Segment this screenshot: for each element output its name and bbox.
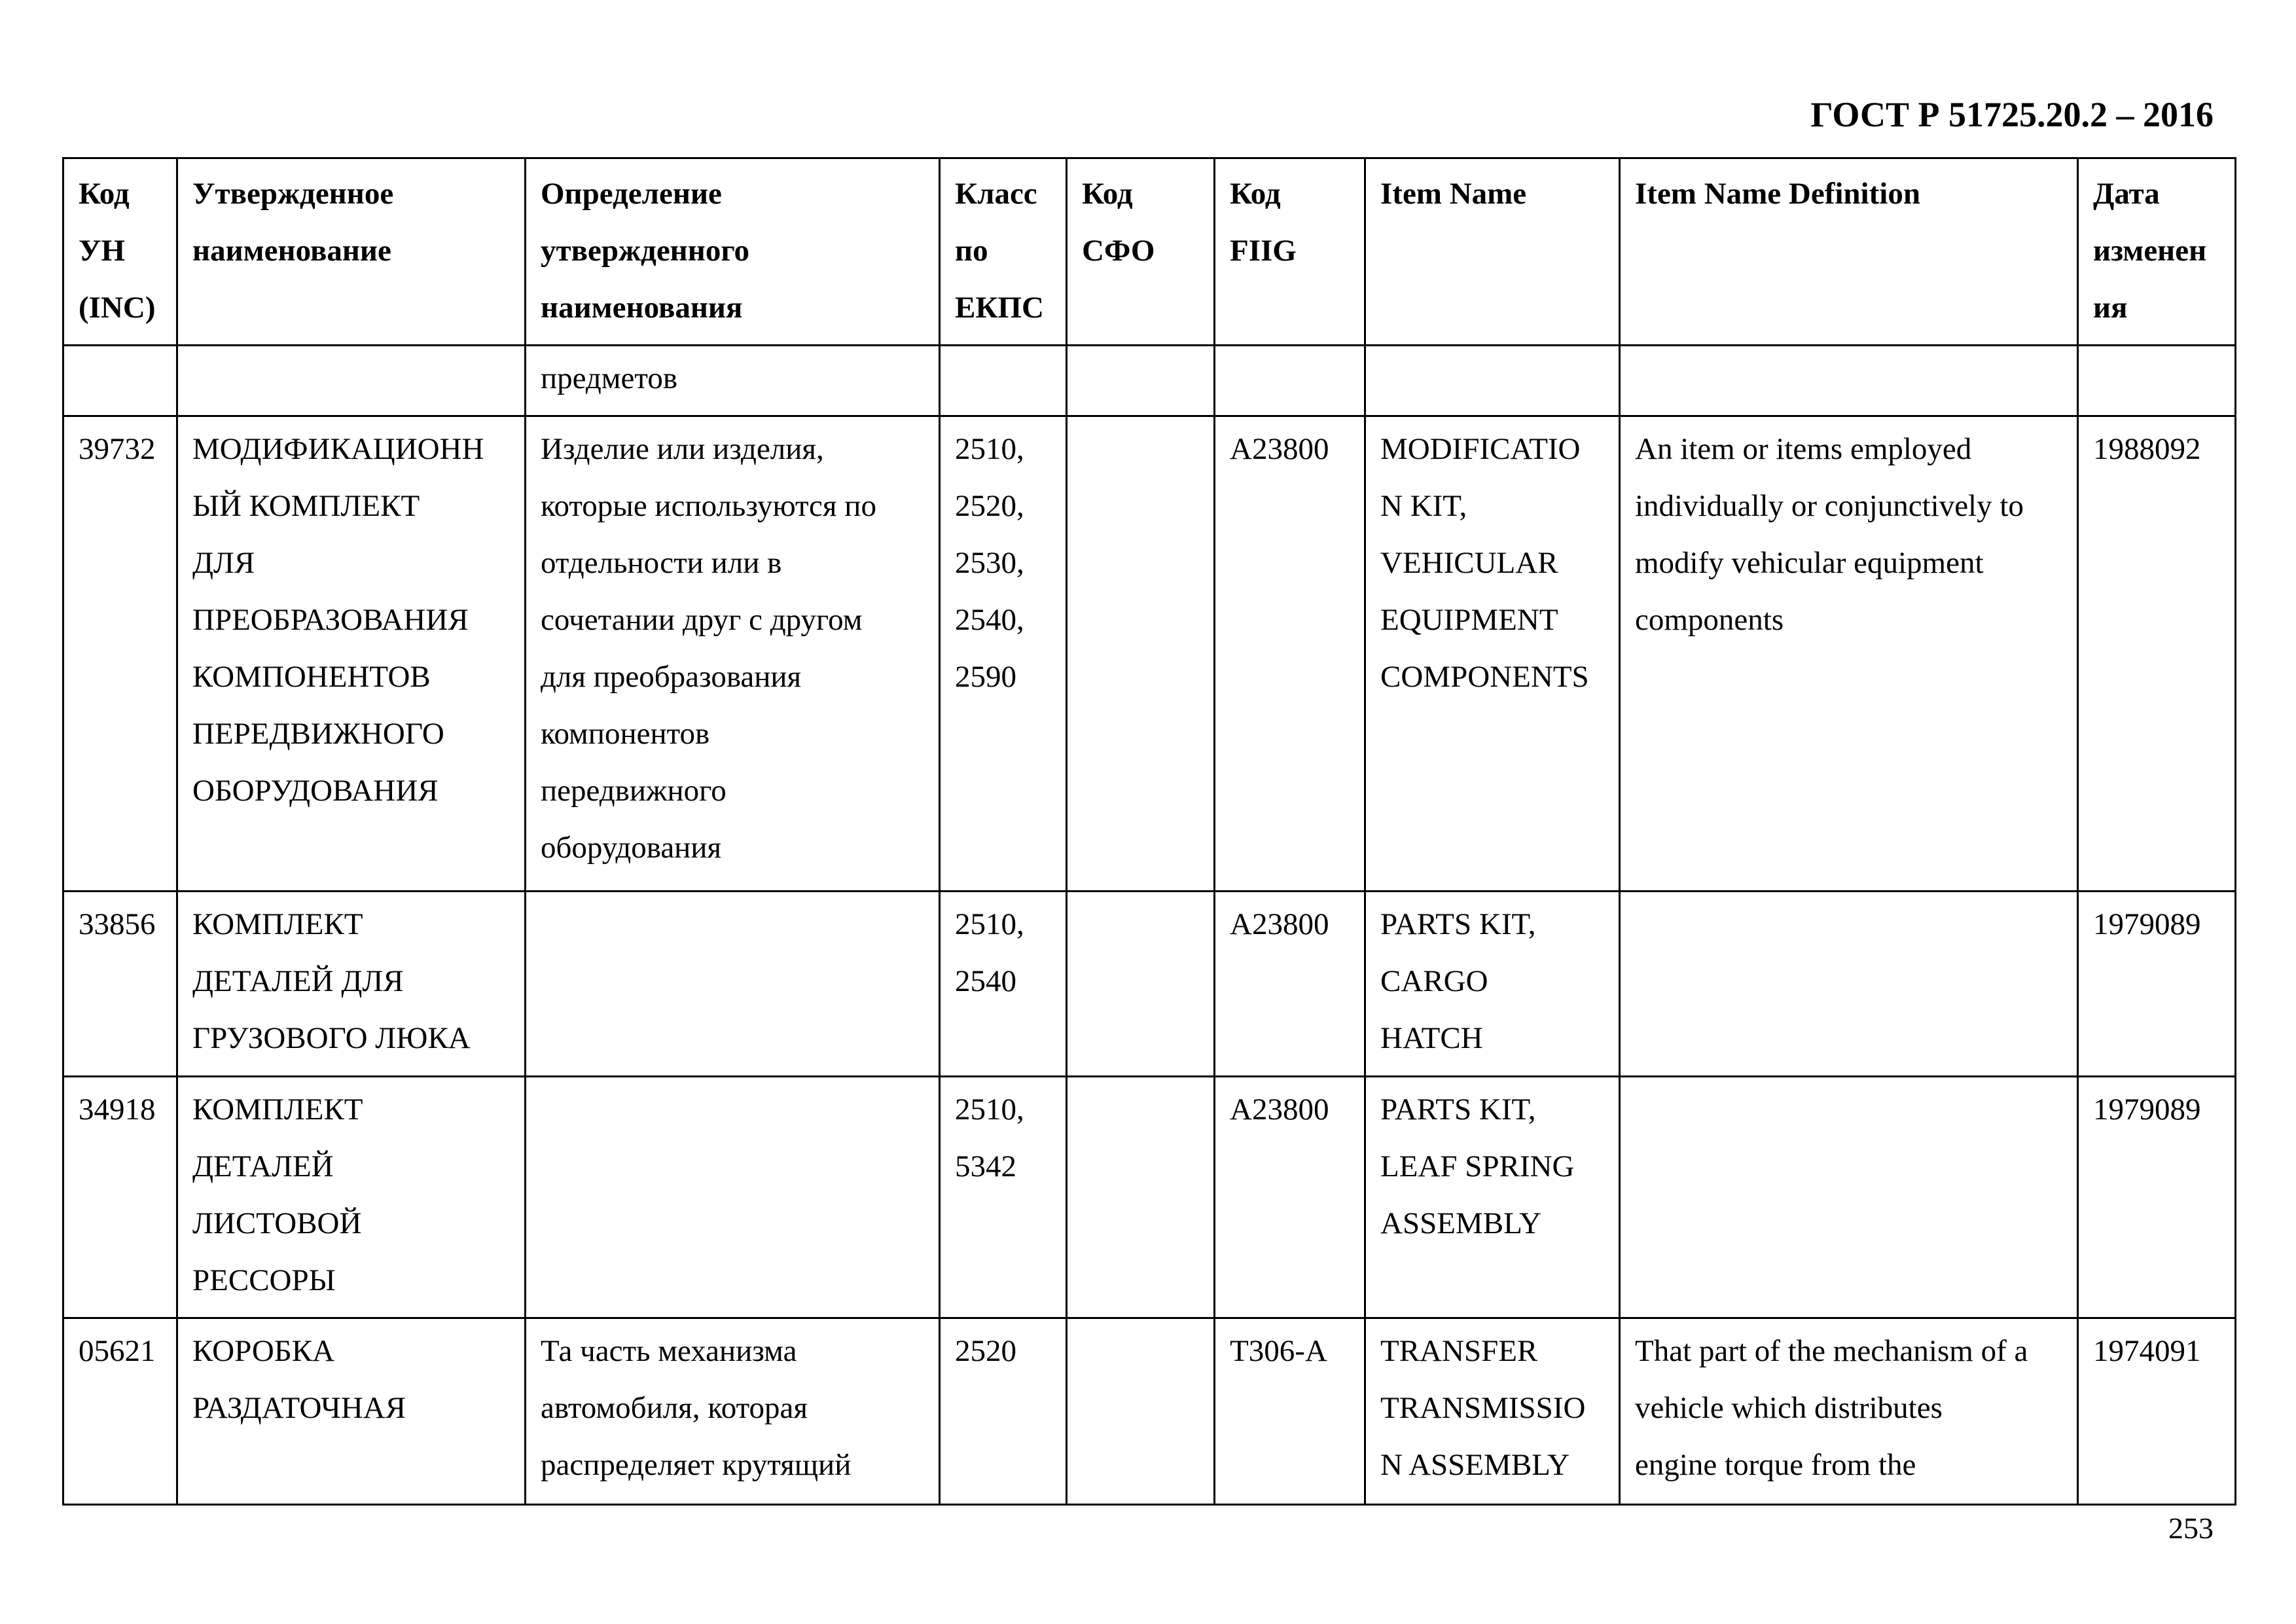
table-row bbox=[63, 1077, 2236, 1318]
cell-text-line: ДЛЯ bbox=[192, 546, 255, 580]
cell-item-name bbox=[1365, 1318, 1620, 1505]
cell-sfo-code bbox=[1067, 1318, 1215, 1505]
column-header-line: по bbox=[955, 234, 988, 268]
page-number: 253 bbox=[2168, 1511, 2214, 1545]
table-row bbox=[63, 892, 2236, 1077]
column-header-line: утвержденного bbox=[541, 234, 750, 268]
column-header-line: СФО bbox=[1082, 234, 1155, 268]
cell-text-line: That part of the mechanism of a bbox=[1635, 1334, 2028, 1368]
column-header-change-date bbox=[2078, 158, 2236, 346]
cell-approved-name bbox=[177, 346, 526, 416]
cell-text-line: РЕССОРЫ bbox=[192, 1263, 336, 1297]
cell-text-line: PARTS KIT, bbox=[1380, 907, 1536, 941]
column-header-ekps-class bbox=[940, 158, 1067, 346]
cell-item-name-definition bbox=[1620, 416, 2078, 892]
column-header-line: Утвержденное bbox=[192, 177, 394, 211]
table-row bbox=[63, 416, 2236, 892]
cell-text-line: Та часть механизма bbox=[541, 1334, 797, 1368]
cell-fiig-code bbox=[1215, 892, 1365, 1077]
cell-text-line: EQUIPMENT bbox=[1380, 603, 1558, 637]
cell-item-name bbox=[1365, 1077, 1620, 1318]
column-header-line: Дата bbox=[2093, 177, 2160, 211]
column-header-line: Код bbox=[1082, 177, 1133, 211]
column-header-sfo-code bbox=[1067, 158, 1215, 346]
cell-inc-code bbox=[63, 416, 177, 892]
document-header: ГОСТ Р 51725.20.2 – 2016 bbox=[1810, 95, 2214, 134]
cell-text-line: отдельности или в bbox=[541, 546, 782, 580]
cell-text-line: 39732 bbox=[79, 432, 156, 466]
cell-inc-code bbox=[63, 346, 177, 416]
cell-text-line: предметов bbox=[541, 361, 678, 395]
cell-change-date bbox=[2078, 416, 2236, 892]
cell-ekps-class bbox=[940, 346, 1067, 416]
cell-text-line: components bbox=[1635, 603, 1784, 637]
cell-inc-code bbox=[63, 892, 177, 1077]
cell-text-line: для преобразования bbox=[541, 660, 802, 694]
cell-text-line: 1974091 bbox=[2093, 1334, 2201, 1368]
cell-approved-name bbox=[177, 1318, 526, 1505]
cell-text-line: сочетании друг с другом bbox=[541, 603, 863, 637]
cell-item-name-definition bbox=[1620, 1077, 2078, 1318]
cell-text-line: 2540 bbox=[955, 964, 1016, 998]
column-header-line: FIIG bbox=[1230, 234, 1297, 268]
column-header-inc-code bbox=[63, 158, 177, 346]
cell-text-line: 2510, bbox=[955, 432, 1024, 466]
cell-sfo-code bbox=[1067, 346, 1215, 416]
cell-text-line: передвижного bbox=[541, 774, 726, 808]
cell-text-line: 2510, bbox=[955, 907, 1024, 941]
cell-text-line: КОМПЛЕКТ bbox=[192, 907, 363, 941]
cell-text-line: A23800 bbox=[1230, 432, 1329, 466]
column-header-line: Класс bbox=[955, 177, 1037, 211]
cell-text-line: LEAF SPRING bbox=[1380, 1149, 1575, 1183]
column-header-line: Код bbox=[79, 177, 130, 211]
cell-text-line: modify vehicular equipment bbox=[1635, 546, 1984, 580]
cell-approved-name-definition bbox=[526, 1077, 940, 1318]
cell-text-line: A23800 bbox=[1230, 907, 1329, 941]
cell-text-line: компонентов bbox=[541, 717, 710, 751]
column-header-fiig-code bbox=[1215, 158, 1365, 346]
cell-text-line: ДЕТАЛЕЙ bbox=[192, 1149, 334, 1183]
cell-text-line: individually or conjunctively to bbox=[1635, 489, 2024, 523]
table-body bbox=[63, 346, 2236, 1505]
cell-approved-name-definition bbox=[526, 892, 940, 1077]
cell-ekps-class bbox=[940, 892, 1067, 1077]
cell-text-line: N KIT, bbox=[1380, 489, 1467, 523]
cell-item-name bbox=[1365, 416, 1620, 892]
cell-inc-code bbox=[63, 1318, 177, 1505]
column-header-item-name-definition bbox=[1620, 158, 2078, 346]
column-header-line: Item Name bbox=[1380, 177, 1527, 211]
cell-text-line: An item or items employed bbox=[1635, 432, 1972, 466]
cell-text-line: которые используются по bbox=[541, 489, 876, 523]
cell-text-line: ASSEMBLY bbox=[1380, 1206, 1542, 1240]
cell-text-line: A23800 bbox=[1230, 1092, 1329, 1127]
cell-ekps-class bbox=[940, 1318, 1067, 1505]
column-header-line: наименование bbox=[192, 234, 391, 268]
cell-text-line: ПЕРЕДВИЖНОГО bbox=[192, 717, 444, 751]
cell-text-line: ПРЕОБРАЗОВАНИЯ bbox=[192, 603, 469, 637]
cell-text-line: 34918 bbox=[79, 1092, 156, 1127]
cell-text-line: 33856 bbox=[79, 907, 156, 941]
cell-text-line: КОМПОНЕНТОВ bbox=[192, 660, 431, 694]
cell-text-line: 2540, bbox=[955, 603, 1024, 637]
cell-text-line: 2520 bbox=[955, 1334, 1016, 1368]
cell-text-line: ДЕТАЛЕЙ ДЛЯ bbox=[192, 964, 404, 998]
column-header-item-name bbox=[1365, 158, 1620, 346]
cell-text-line: 1979089 bbox=[2093, 907, 2201, 941]
cell-approved-name bbox=[177, 416, 526, 892]
column-header-approved-name bbox=[177, 158, 526, 346]
cell-text-line: распределяет крутящий bbox=[541, 1448, 852, 1482]
cell-approved-name bbox=[177, 892, 526, 1077]
cell-text-line: оборудования bbox=[541, 831, 722, 865]
cell-text-line: 2520, bbox=[955, 489, 1024, 523]
column-header-line: ия bbox=[2093, 291, 2128, 325]
column-header-line: Код bbox=[1230, 177, 1281, 211]
column-header-line: ЕКПС bbox=[955, 291, 1044, 325]
cell-item-name bbox=[1365, 892, 1620, 1077]
cell-text-line: ЫЙ КОМПЛЕКТ bbox=[192, 489, 420, 523]
cell-inc-code bbox=[63, 1077, 177, 1318]
cell-fiig-code bbox=[1215, 1318, 1365, 1505]
item-names-table bbox=[62, 157, 2236, 1506]
cell-fiig-code bbox=[1215, 416, 1365, 892]
cell-sfo-code bbox=[1067, 1077, 1215, 1318]
cell-text-line: КОМПЛЕКТ bbox=[192, 1092, 363, 1127]
cell-fiig-code bbox=[1215, 346, 1365, 416]
cell-change-date bbox=[2078, 1077, 2236, 1318]
cell-approved-name-definition bbox=[526, 346, 940, 416]
cell-text-line: Изделие или изделия, bbox=[541, 432, 824, 466]
cell-text-line: TRANSMISSIO bbox=[1380, 1391, 1586, 1425]
cell-text-line: HATCH bbox=[1380, 1021, 1483, 1055]
cell-approved-name-definition bbox=[526, 416, 940, 892]
cell-change-date bbox=[2078, 892, 2236, 1077]
cell-text-line: ОБОРУДОВАНИЯ bbox=[192, 774, 439, 808]
cell-text-line: 1988092 bbox=[2093, 432, 2201, 466]
cell-item-name bbox=[1365, 346, 1620, 416]
cell-item-name-definition bbox=[1620, 892, 2078, 1077]
cell-text-line: 5342 bbox=[955, 1149, 1016, 1183]
cell-text-line: N ASSEMBLY bbox=[1380, 1448, 1570, 1482]
cell-text-line: ЛИСТОВОЙ bbox=[192, 1206, 362, 1240]
cell-text-line: VEHICULAR bbox=[1380, 546, 1558, 580]
cell-text-line: ГРУЗОВОГО ЛЮКА bbox=[192, 1021, 471, 1055]
cell-text-line: МОДИФИКАЦИОНН bbox=[192, 432, 484, 466]
cell-item-name-definition bbox=[1620, 346, 2078, 416]
cell-sfo-code bbox=[1067, 416, 1215, 892]
cell-change-date bbox=[2078, 346, 2236, 416]
column-header-line: Item Name Definition bbox=[1635, 177, 1920, 211]
cell-text-line: TRANSFER bbox=[1380, 1334, 1538, 1368]
cell-text-line: MODIFICATIO bbox=[1380, 432, 1581, 466]
cell-sfo-code bbox=[1067, 892, 1215, 1077]
cell-change-date bbox=[2078, 1318, 2236, 1505]
cell-text-line: engine torque from the bbox=[1635, 1448, 1916, 1482]
cell-text-line: COMPONENTS bbox=[1380, 660, 1589, 694]
column-header-line: (INC) bbox=[79, 291, 156, 325]
cell-text-line: 1979089 bbox=[2093, 1092, 2201, 1127]
table-row bbox=[63, 346, 2236, 416]
cell-text-line: CARGO bbox=[1380, 964, 1488, 998]
column-header-line: Определение bbox=[541, 177, 722, 211]
column-header-approved-name-definition bbox=[526, 158, 940, 346]
column-header-line: изменен bbox=[2093, 234, 2207, 268]
cell-fiig-code bbox=[1215, 1077, 1365, 1318]
column-header-line: УН bbox=[79, 234, 126, 268]
cell-approved-name-definition bbox=[526, 1318, 940, 1505]
cell-text-line: КОРОБКА bbox=[192, 1334, 335, 1368]
cell-text-line: T306-A bbox=[1230, 1334, 1327, 1368]
column-header-line: наименования bbox=[541, 291, 743, 325]
cell-approved-name bbox=[177, 1077, 526, 1318]
cell-text-line: 05621 bbox=[79, 1334, 156, 1368]
cell-text-line: 2530, bbox=[955, 546, 1024, 580]
cell-ekps-class bbox=[940, 1077, 1067, 1318]
cell-text-line: 2510, bbox=[955, 1092, 1024, 1127]
table-row bbox=[63, 1318, 2236, 1505]
cell-text-line: vehicle which distributes bbox=[1635, 1391, 1943, 1425]
cell-item-name-definition bbox=[1620, 1318, 2078, 1505]
cell-text-line: PARTS KIT, bbox=[1380, 1092, 1536, 1127]
cell-text-line: 2590 bbox=[955, 660, 1016, 694]
cell-text-line: РАЗДАТОЧНАЯ bbox=[192, 1391, 406, 1425]
cell-ekps-class bbox=[940, 416, 1067, 892]
table-header-row bbox=[63, 158, 2236, 346]
cell-text-line: автомобиля, которая bbox=[541, 1391, 808, 1425]
